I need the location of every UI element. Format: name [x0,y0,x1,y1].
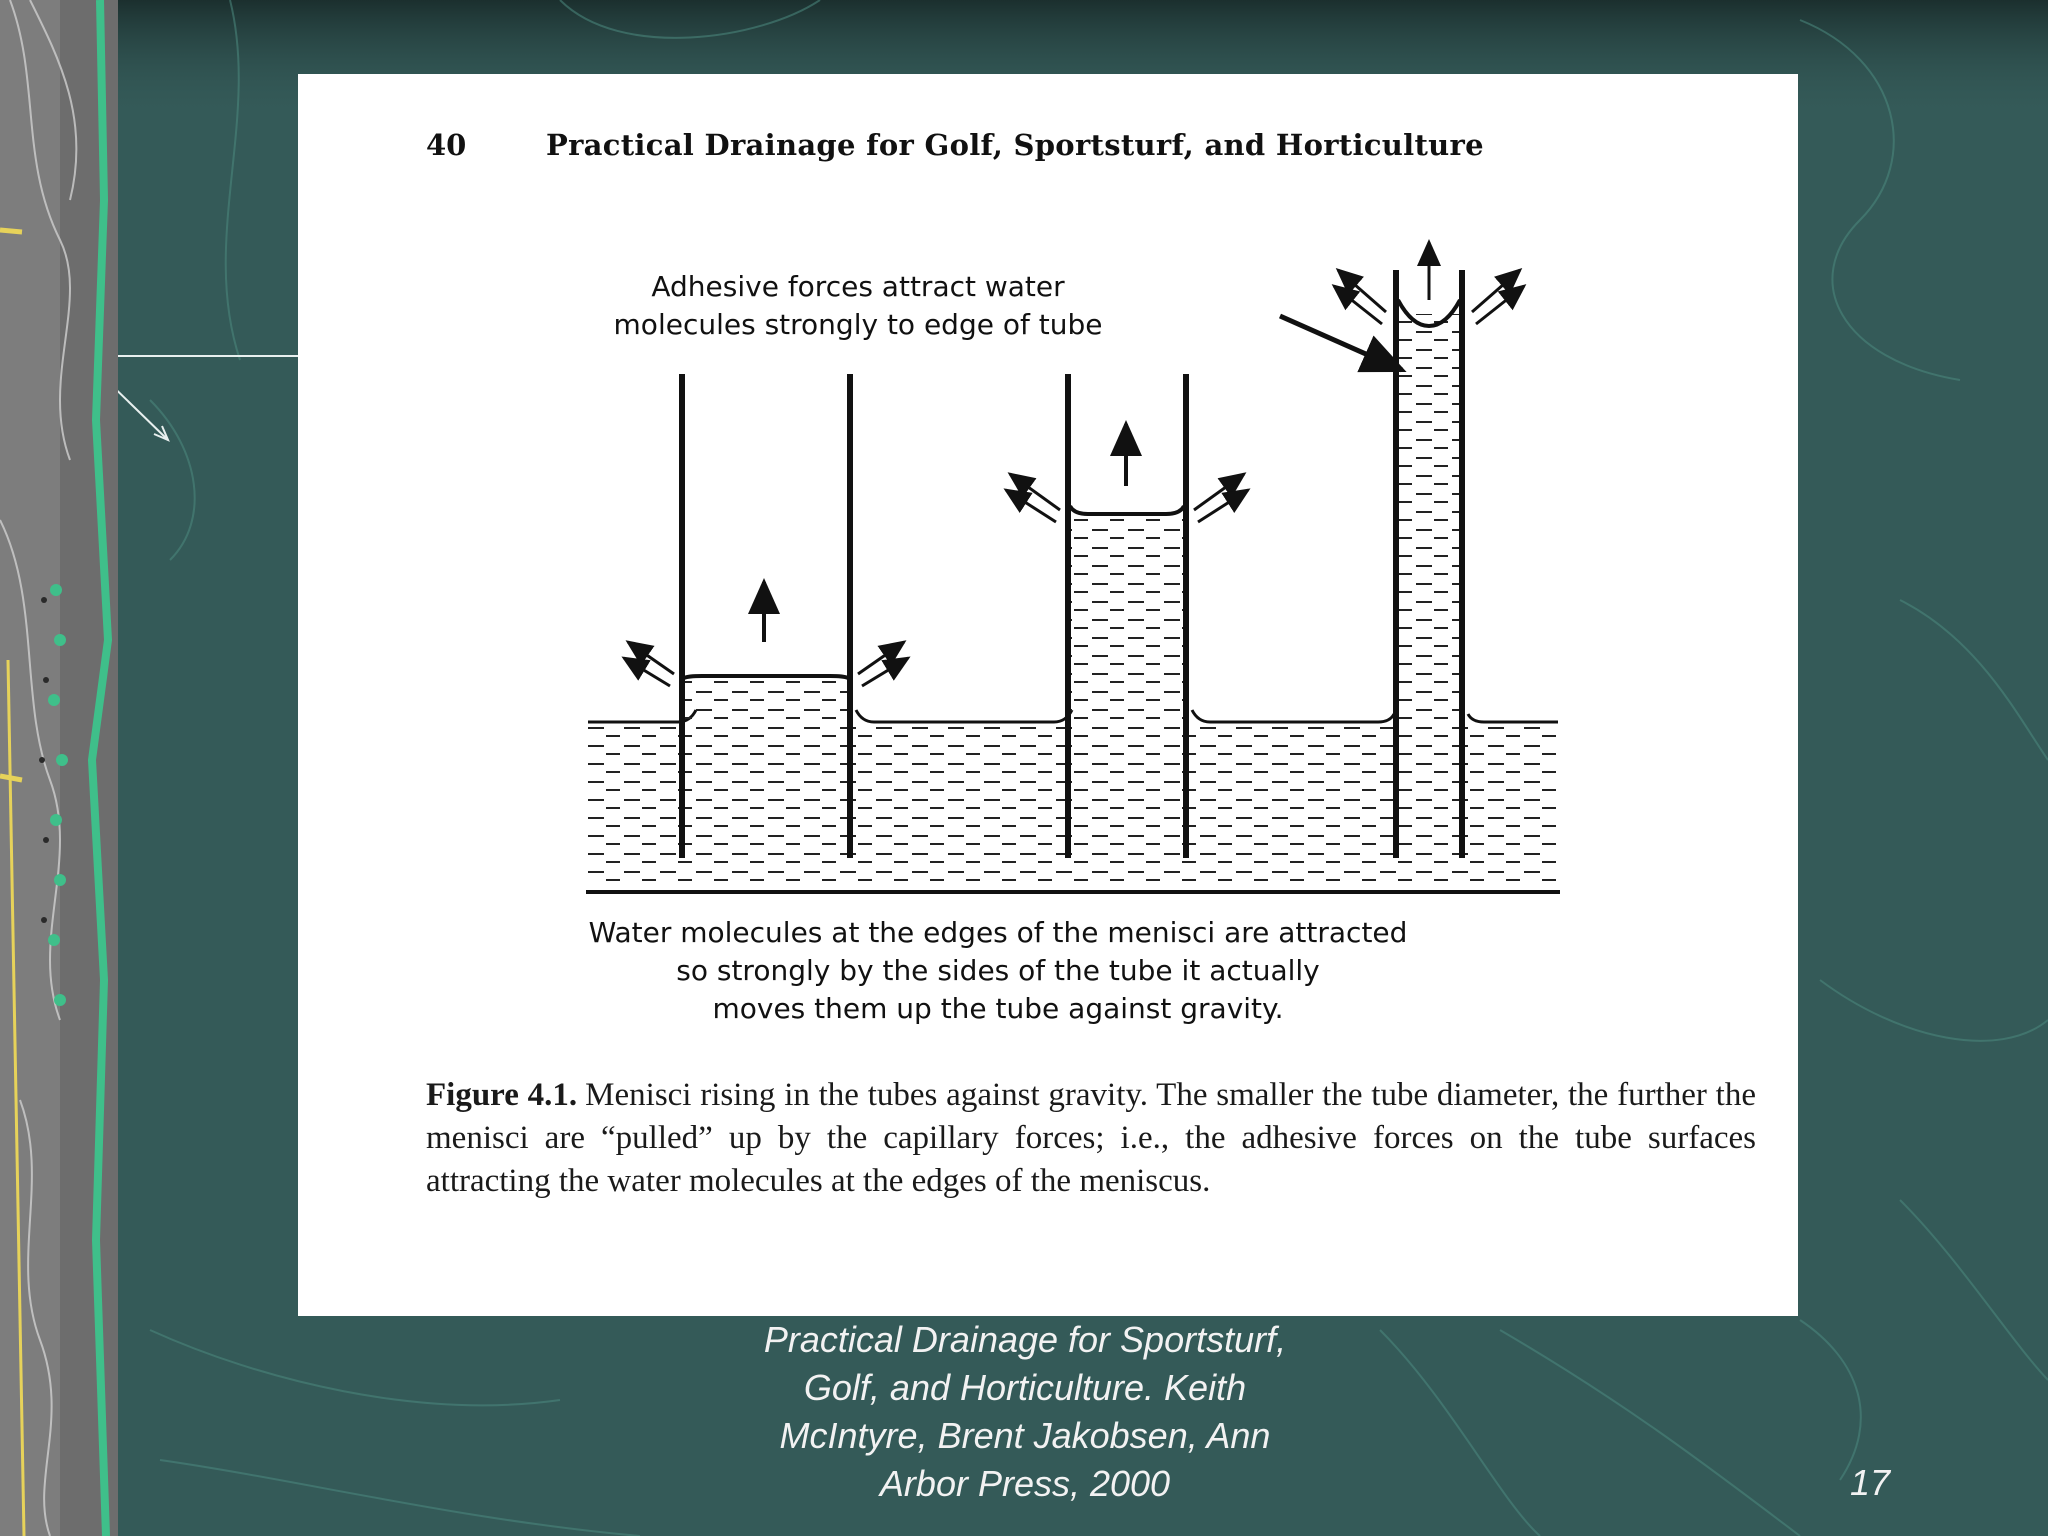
page-number: 40 [426,128,467,162]
annotation-pointer [1280,316,1402,370]
source-citation [680,1316,1370,1508]
adhesive-line-2: molecules strongly to edge of tube [613,308,1103,341]
citation-line-4: Arbor Press, 2000 [879,1463,1171,1504]
caption-text: Menisci rising in the tubes against gravity. The smaller the tube diameter, the further the menisci are “pulled” up by the capillary forces; i.e., the adhesive forces on the tube surfaces attracting the water molecules at the edges of the meniscus. [426,1077,1756,1199]
water-molecules-label [568,914,1428,1028]
adhesive-line-1: Adhesive forces attract water [651,270,1065,303]
citation-line-3: McIntyre, Brent Jakobsen, Ann [779,1415,1271,1456]
water-line-1: Water molecules at the edges of the menisci are attracted [588,916,1408,949]
water-line-3: moves them up the tube against gravity. [712,992,1284,1025]
figure-caption [426,1074,1756,1203]
water-line-2: so strongly by the sides of the tube it actually [676,954,1320,987]
figure-panel [298,74,1798,1316]
adhesive-forces-label [608,268,1108,344]
book-title: Practical Drainage for Golf, Sportsturf, and Horticulture [546,128,1484,162]
figure-label: Figure 4.1. [426,1077,578,1113]
citation-line-2: Golf, and Horticulture. Keith [803,1367,1247,1408]
capillary-tubes-diagram [298,74,1798,1034]
slide-number: 17 [1849,1462,1890,1503]
map-strip-decoration [0,0,118,1536]
citation-line-1: Practical Drainage for Sportsturf, [763,1319,1287,1360]
